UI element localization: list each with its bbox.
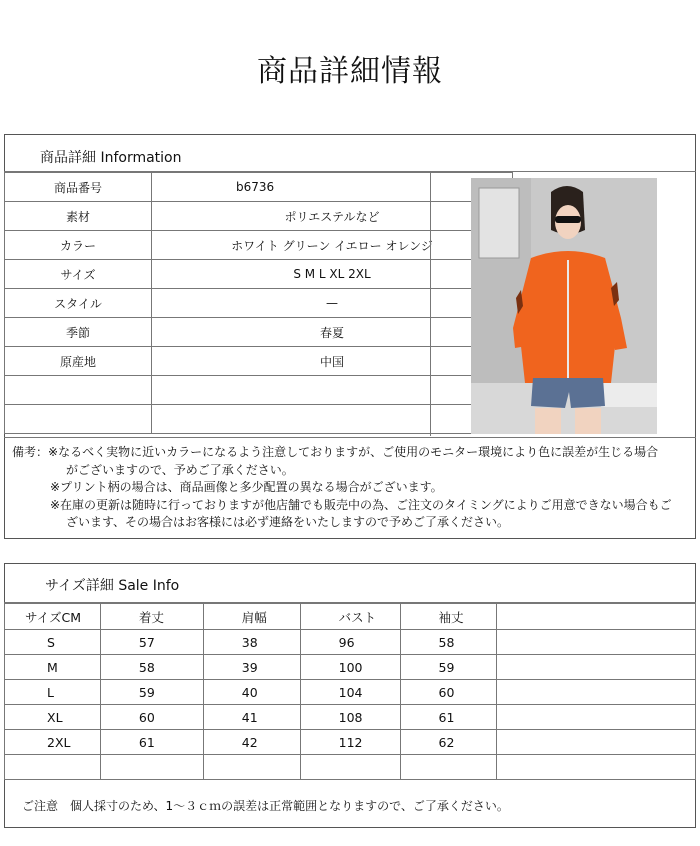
info-row-label: 商品番号 (5, 173, 152, 202)
info-row-label: カラー (5, 231, 152, 260)
size-cell: M (5, 655, 101, 680)
size-cell (400, 755, 497, 780)
size-cell (5, 755, 101, 780)
size-cell: 60 (400, 680, 497, 705)
size-row (5, 705, 696, 730)
size-cell: 57 (100, 630, 203, 655)
info-row-value: S M L XL 2XL (152, 260, 513, 289)
size-table (4, 603, 696, 780)
info-row-label (5, 405, 152, 434)
size-cell (497, 630, 696, 655)
info-row-label: 季節 (5, 318, 152, 347)
size-cell: 59 (100, 680, 203, 705)
size-cell: 58 (100, 655, 203, 680)
size-cell: 42 (203, 730, 300, 755)
size-section-heading: サイズ詳細 Sale Info (45, 578, 180, 594)
size-cell: 96 (300, 630, 400, 655)
size-header-cell: 肩幅 (203, 604, 300, 630)
size-header-cell: サイズCM (5, 604, 101, 630)
product-photo (471, 178, 657, 434)
info-row-value: 春夏 (152, 318, 513, 347)
size-cell (203, 755, 300, 780)
size-cell: 104 (300, 680, 400, 705)
size-row (5, 730, 696, 755)
size-cell (497, 730, 696, 755)
info-row-label: サイズ (5, 260, 152, 289)
notes-divider (4, 437, 696, 438)
size-note: ご注意 個人採寸のため、1～３ｃｍの誤差は正常範囲となりますので、ご了承ください。 (22, 799, 509, 813)
size-cell: 62 (400, 730, 497, 755)
notes-line: ※在庫の更新は随時に行っておりますが他店舗でも販売中の為、ご注文のタイミングによりご用意できない場合もご (50, 497, 672, 512)
size-cell: 60 (100, 705, 203, 730)
size-cell: S (5, 630, 101, 655)
size-cell: 38 (203, 630, 300, 655)
notes-line: ※なるべく実物に近いカラーになるよう注意しておりますが、ご使用のモニター環境により色に誤差が生じる場合 (48, 445, 659, 459)
size-cell (100, 755, 203, 780)
size-cell (497, 705, 696, 730)
info-row-value: — (152, 289, 513, 318)
info-row-label: 素材 (5, 202, 152, 231)
info-row-label: 原産地 (5, 347, 152, 376)
size-cell: 2XL (5, 730, 101, 755)
size-cell (300, 755, 400, 780)
size-row (5, 630, 696, 655)
product-photo-cell (430, 172, 696, 436)
size-header-row (5, 604, 696, 630)
size-row (5, 655, 696, 680)
size-cell (497, 655, 696, 680)
size-cell: L (5, 680, 101, 705)
size-row (5, 680, 696, 705)
notes-line: ざいます、その場合はお客様には必ず連絡をいたしますので予めご了承ください。 (66, 515, 510, 530)
notes-block (12, 444, 672, 532)
size-header-cell: 袖丈 (400, 604, 497, 630)
info-row-value: ホワイト グリーン イエロー オレンジ (152, 231, 513, 260)
size-header-cell (497, 604, 696, 630)
size-cell (497, 755, 696, 780)
info-row-value: b6736 (152, 173, 513, 202)
size-cell: 61 (400, 705, 497, 730)
size-cell: 61 (100, 730, 203, 755)
notes-prefix: 備考： (12, 445, 49, 459)
notes-line: がございますので、予めご了承ください。 (66, 462, 294, 477)
size-cell: 100 (300, 655, 400, 680)
size-cell: 40 (203, 680, 300, 705)
notes-line: ※プリント柄の場合は、商品画像と多少配置の異なる場合がございます。 (50, 480, 443, 495)
size-cell: 58 (400, 630, 497, 655)
info-row-label (5, 376, 152, 405)
info-section-heading: 商品詳細 Information (40, 150, 182, 166)
size-cell: 59 (400, 655, 497, 680)
info-row-value: 中国 (152, 347, 513, 376)
page-title: 商品詳細情報 (257, 54, 443, 89)
size-row (5, 755, 696, 780)
size-cell: 41 (203, 705, 300, 730)
info-row-label: スタイル (5, 289, 152, 318)
size-cell (497, 680, 696, 705)
info-row-value: ポリエステルなど (152, 202, 513, 231)
size-cell: 108 (300, 705, 400, 730)
size-cell: XL (5, 705, 101, 730)
size-header-cell: バスト (300, 604, 400, 630)
size-cell: 39 (203, 655, 300, 680)
size-header-cell: 着丈 (100, 604, 203, 630)
size-cell: 112 (300, 730, 400, 755)
